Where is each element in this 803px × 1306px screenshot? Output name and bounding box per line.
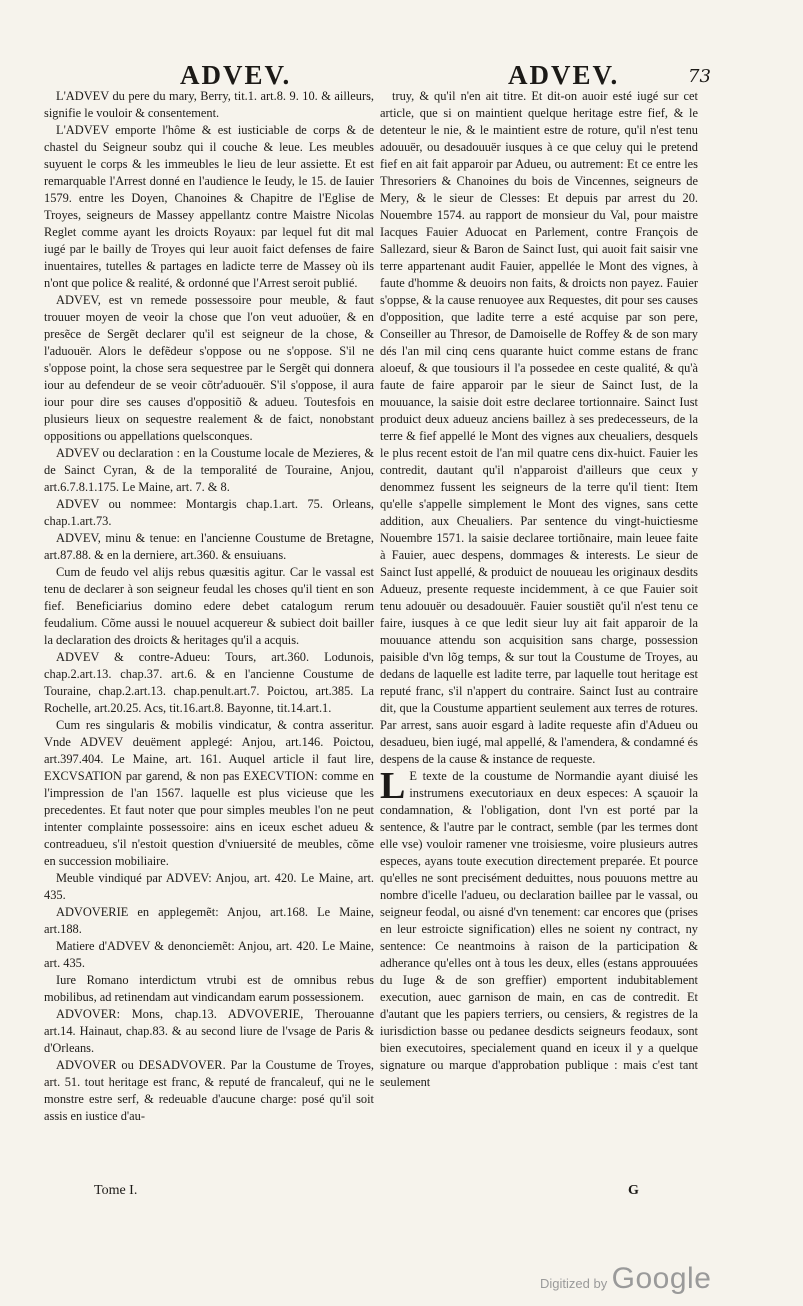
paragraph [380, 88, 698, 768]
paragraph-text: E texte de la coustume de Normandie ayant diuisé les instrumens executoriaux en deux especes: A sçauoir la condamnation, & l'obligation, dont l'vn est porté par la sentence, & l'autre par le contract, semble (par les termes dont elle vse) vouloir ramener vne troisiesme, voire plusieurs autres especes, ayans toute execution directement preparée. Et pource qu'elles ne sont precisément deduittes, nous pouuons mettre au nombre d'icelle l'adueu, ou declaration baillee par le vassal, ou seigneur feodal, ou aisné d'vn tenement: car encores que (prises en leur estroicte signification) elles ne soient ny contract, ny sentence: Ce neantmoins à raison de la participation & adherance qu'elles ont à tous les deux, elles (estans approuuées du Iuge & de son greffier) emportent indubitablement execution, auec garnison de main, en cas de contredit. Et d'autant que les papiers terriers, ou censiers, & registres de la iurisdiction basse ou pedanee desdicts seigneurs feodaux, sont bien executoires, specialement quand en iceux il y a quelque signature ou marque d'approbation publique : mais c'est tant seulement [380, 769, 698, 1089]
paragraph [44, 564, 374, 649]
paragraph [44, 870, 374, 904]
signature-mark: G [628, 1183, 639, 1198]
paragraph-text: ADVEV ou declaration : en la Coustume locale de Mezieres, & de Sainct Cyran, & de la temporalité de Touraine, Anjou, art.6.7.8.1.175. Le Maine, art. 7. & 8. [44, 446, 374, 494]
paragraph [44, 972, 374, 1006]
paragraph [44, 496, 374, 530]
paragraph [44, 292, 374, 445]
paragraph-text: Iure Romano interdictum vtrubi est de omnibus rebus mobilibus, ad retinendam aut vindicandam earum possessionem. [44, 973, 374, 1004]
paragraph-text: ADVOVERIE en applegemẽt: Anjou, art.168. Le Maine, art.188. [44, 905, 374, 936]
paragraph [44, 717, 374, 870]
paragraph [44, 445, 374, 496]
page-number: 73 [688, 66, 711, 87]
watermark-small: Digitized by [540, 1276, 608, 1291]
paragraph [44, 1057, 374, 1125]
paragraph-text: ADVEV ou nommee: Montargis chap.1.art. 75. Orleans, chap.1.art.73. [44, 497, 374, 528]
paragraph-text: truy, & qu'il n'en ait titre. Et dit-on auoir esté iugé sur cet article, que si on maintient quelque heritage estre fief, & le detenteur le nie, & le maintient estre de roture, qu'il n'est tenu adouuër, ou desadouuër iusques à ce que celuy qui le pretend fief en ait fait apparoir par Adueu, ou autrement: Et ce entre les Thresoriers & Chanoines du bois de Vincennes, seigneurs de Mery, & le sieur de Clesses: Et depuis par arrest du 20. Nouembre 1574. au rapport de monsieur du Val, pour maistre Iacques Fauier Aduocat en Parlement, contre François de Sallezard, sieur & Baron de Sainct Iust, qui auoit fait saisir vne terre appartenant audit Fauier, appellée le Mont des vignes, à faute d'homme & deuoirs non faits, & droicts non payez. Fauier s'oppse, & la cause renuoyee aux Requestes, dit pour ses causes d'opposition, que ladite terre a esté acquise par son pere, Conseiller au Thresor, de Damoiselle de Roffey & de son mary dés l'an mil cinq cens quarante huict comme estans de franc aloeuf, & que tousiours il l'a possedee en ceste qualité, & qu'à faute de faire apparoir par le sieur de Sainct Iust, de la mouuance, la saisie doit estre declaree tortionnaire. Sainct Iust produict deux adueuz anciens baillez à ses predecesseurs, de la terre & fief appellé le Mont des vignes aux cheualiers, desquels le plus recent estoit de l'an mil quatre cens dix-huict. Fauier les contredit, dautant qu'il n'apparoist d'ailleurs que ceux y denommez fussent les seigneurs de la terre qu'il tient: Item qu'elle s'appelle simplement le Mont des vignes, sans cette addition, aux Cheualiers. Par sentence du vingt-huictiesme Nouembre 1571. la saisie declaree tortiõnaire, main leuee faite à Fauier, auec despens, dommages & interests. Le sieur de Sainct Iust appellé, & produict de nouueau les originaux desdits Adueuz, presente requeste incidemment, à ce que Fauier soit tenu adouuër ou desadouuër. Fauier soustiẽt qu'il n'est tenu ce faire, iusques à ce que ledit sieur luy ait fait apparoir de la mouuance attendu son acquisition sans charge, possession paisible d'vn lõg temps, & sur tout la Coustume de Troyes, au dedans de laquelle est ladite terre, par laquelle tout heritage est reputé franc, s'il n'appert du contraire. Sainct Iust au contraire dit, que la Coustume appartient seulement aux terres de rotures. Par arrest, sans auoir esgard à ladite requeste afin d'Adueu ou desadueu, bien iugé, mal appellé, & l'amendera, & condamné és despens de la cause & instance de requeste. [380, 89, 698, 766]
paragraph-text: ADVEV, est vn remede possessoire pour meuble, & faut trouuer moyen de veoir la chose que l'on veut aduoüer, & en presẽce de Sergẽt declarer qu'il est seigneur de la chose, & l'aduouër. Alors le defẽdeur s'oppose ou ne s'oppose. S'il ne s'oppose point, la chose sera sequestree par le Sergẽt qui donnera iour au defendeur de se veoir cõtr'aduouër. S'il s'oppose, il aura iour pour dire ses causes d'oppositiõ & adueu. Toutesfois en plusieurs lieux on sequestre realement & de faict, nonobstant oppositions ou appellations quelsconques. [44, 293, 374, 443]
paragraph [44, 530, 374, 564]
paragraph [44, 88, 374, 122]
right-column [380, 88, 698, 1091]
paragraph-text: Meuble vindiqué par ADVEV: Anjou, art. 420. Le Maine, art. 435. [44, 871, 374, 902]
digitized-watermark [540, 1262, 711, 1296]
watermark-logo: Google [611, 1262, 712, 1295]
paragraph-text: Cum res singularis & mobilis vindicatur, & contra asseritur. Vnde ADVEV deuëment applegé: Anjou, art.146. Poictou, art.397.404. Le Maine, art. 161. Auquel article il faut lire, EXCVSATION par garend, & non pas EXECVTION: comme en l'impression de l'an 1567. laquelle est plus vicieuse que les precedentes. Et faut noter que pour simples meubles l'on ne peut intenter complainte possessoire: ains en iceux eschet adueu & contreadueu, s'il n'estoit question d'vniuersité de meubles, cõme en succession mobiliaire. [44, 718, 374, 868]
paragraph-text: L'ADVEV du pere du mary, Berry, tit.1. art.8. 9. 10. & ailleurs, signifie le vouloir & consentement. [44, 89, 374, 120]
paragraph-text: Matiere d'ADVEV & denonciemẽt: Anjou, art. 420. Le Maine, art. 435. [44, 939, 374, 970]
paragraph-text: ADVEV, minu & tenue: en l'ancienne Coustume de Bretagne, art.87.88. & en la derniere, art.360. & ensuiuans. [44, 531, 374, 562]
paragraph-text: ADVOVER: Mons, chap.13. ADVOVERIE, Therouanne art.14. Hainaut, chap.83. & au second liure de l'vsage de Paris & d'Orleans. [44, 1007, 374, 1055]
paragraph [44, 649, 374, 717]
paragraph [44, 904, 374, 938]
paragraph [380, 765, 698, 1091]
volume-marker: Tome I. [94, 1183, 138, 1198]
drop-cap: L [380, 765, 406, 807]
paragraph [44, 938, 374, 972]
left-column [44, 88, 374, 1125]
paragraph [44, 1006, 374, 1057]
paragraph-text: L'ADVEV emporte l'hôme & est iusticiable de corps & de chastel du Seigneur soubz qui il couche & leue. Les meubles suyuent le corps & les immeubles le lieu de leur assiette. Et est remarquable l'Arrest donné en l'audience le Ieudy, le 15. de Iauier 1579. entre les Doyen, Chanoines & Chapitre de l'Eglise de Troyes, seigneurs de Massey appellantz contre Maistre Nicolas Reglet comme ayant les droicts Royaux: par lequel fut dit mal iugé par le bailly de Troyes qui leur auoit faict defenses de faire inuentaires, tutelles & partages en ladicte terre de Massey où ils n'ont que police & realité, & ordonné que l'Arrest seroit publié. [44, 123, 374, 290]
paragraph-text: Cum de feudo vel alijs rebus quæsitis agitur. Car le vassal est tenu de declarer à son seigneur feudal les choses qu'il tient en son fief. Beneficiarius domino edere debet catalogum rerum feudalium. Cõme aussi le nouuel acquereur & subiect doit bailler la declaration des droicts & heritages qu'il a acquis. [44, 565, 374, 647]
running-head-left: ADVEV. [180, 60, 292, 90]
paragraph [44, 122, 374, 292]
running-head-right: ADVEV. [508, 60, 620, 90]
paragraph-text: ADVEV & contre-Adueu: Tours, art.360. Lodunois, chap.2.art.13. chap.37. art.6. & en l'ancienne Coustume de Touraine, chap.2.art.13. chap.penult.art.7. Poictou, art.385. La Rochelle, art.20.25. Acs, tit.16.art.8. Bayonne, tit.14.art.1. [44, 650, 374, 715]
paragraph-text: ADVOVER ou DESADVOVER. Par la Coustume de Troyes, art. 51. tout heritage est franc, & reputé de francaleuf, qui ne le monstre estre serf, & redeuable d'aucune charge: posé qu'il soit assis en iustice d'au- [44, 1058, 374, 1123]
